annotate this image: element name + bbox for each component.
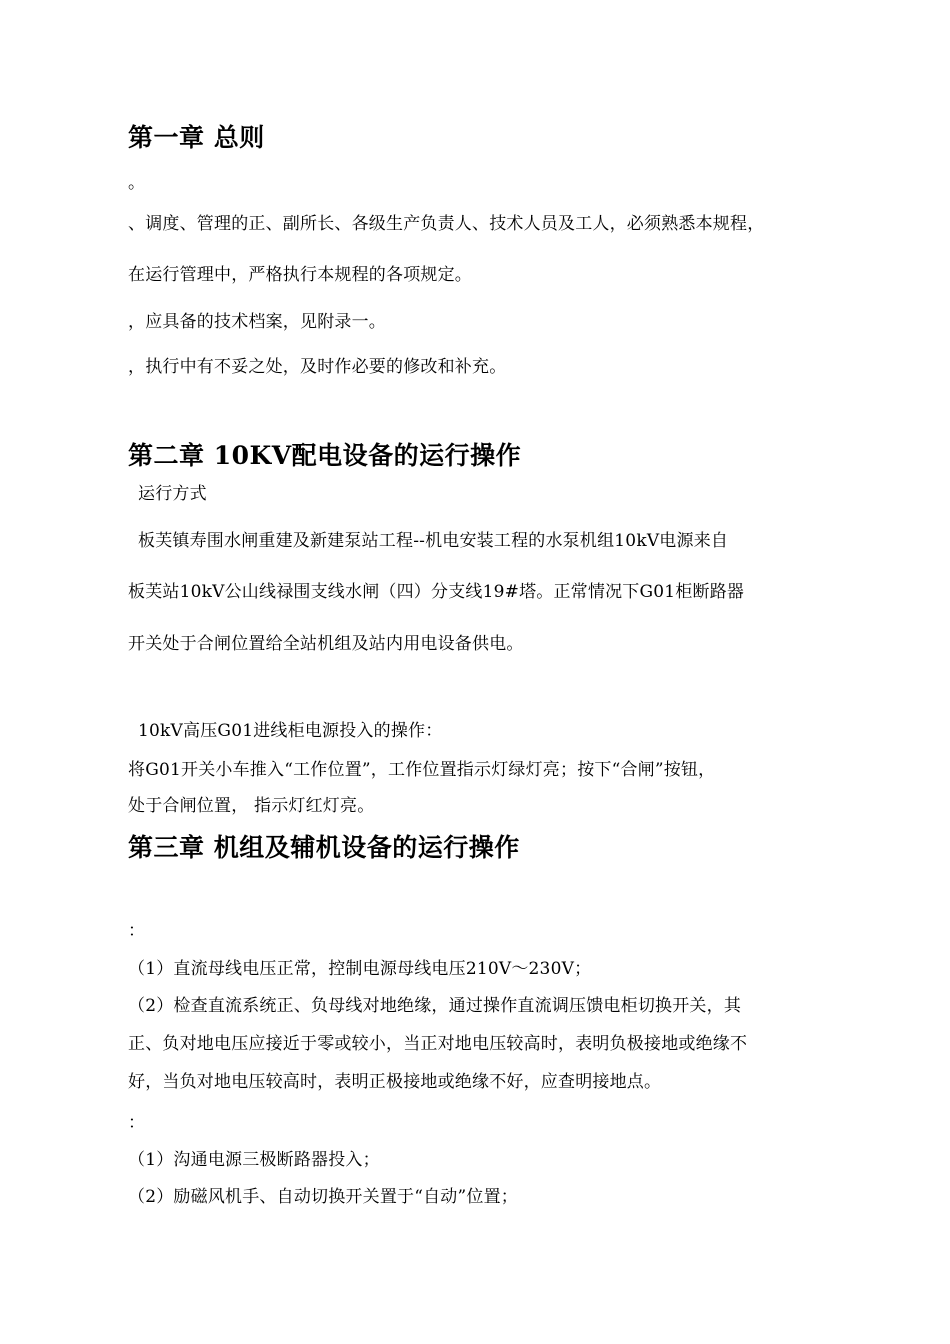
- chapter-2-line-4: 10kV高压G01进线柜电源投入的操作：: [138, 721, 443, 741]
- chapter-3-line-3: （2）检查直流系统正、负母线对地绝缘，通过操作直流调压馈电柜切换开关，其: [128, 996, 742, 1016]
- chapter-3-title: 第三章 机组及辅机设备的运行操作: [128, 833, 520, 862]
- chapter-2-subtitle: 运行方式: [138, 484, 207, 504]
- chapter-2-title: 第二章 10KV配电设备的运行操作: [128, 441, 522, 470]
- chapter-1-line-1: 。: [128, 173, 146, 193]
- chapter-3-line-8: （2）励磁风机手、自动切换开关置于“自动”位置；: [128, 1187, 518, 1207]
- chapter-1-line-2: 、调度、管理的正、副所长、各级生产负责人、技术人员及工人，必须熟悉本规程，: [128, 214, 765, 234]
- chapter-1-line-5: ，执行中有不妥之处，及时作必要的修改和补充。: [128, 357, 507, 377]
- chapter-3-line-7: （1）沟通电源三极断路器投入；: [128, 1150, 380, 1170]
- chapter-1-title: 第一章 总则: [128, 123, 265, 152]
- chapter-2-line-3: 开关处于合闸位置给全站机组及站内用电设备供电。: [128, 634, 524, 654]
- chapter-3-line-1: ：: [128, 921, 146, 941]
- chapter-3-line-2: （1）直流母线电压正常，控制电源母线电压210V～230V；: [128, 959, 592, 979]
- chapter-2-line-5: 将G01开关小车推入“工作位置”，工作位置指示灯绿灯亮；按下“合闸”按钮，: [128, 760, 716, 780]
- chapter-3-line-6: ：: [128, 1113, 146, 1133]
- chapter-2-line-6: 处于合闸位置， 指示灯红灯亮。: [128, 796, 375, 816]
- chapter-2-line-1: 板芙镇寿围水闸重建及新建泵站工程--机电安装工程的水泵机组10kV电源来自: [138, 531, 729, 551]
- chapter-1-line-3: 在运行管理中，严格执行本规程的各项规定。: [128, 265, 472, 285]
- chapter-2-line-2: 板芙站10kV公山线禄围支线水闸（四）分支线19#塔。正常情况下G01柜断路器: [128, 582, 745, 602]
- chapter-3-line-5: 好，当负对地电压较高时，表明正极接地或绝缘不好，应查明接地点。: [128, 1072, 662, 1092]
- chapter-1-line-4: ，应具备的技术档案，见附录一。: [128, 312, 386, 332]
- chapter-3-line-4: 正、负对地电压应接近于零或较小，当正对地电压较高时，表明负极接地或绝缘不: [128, 1034, 748, 1054]
